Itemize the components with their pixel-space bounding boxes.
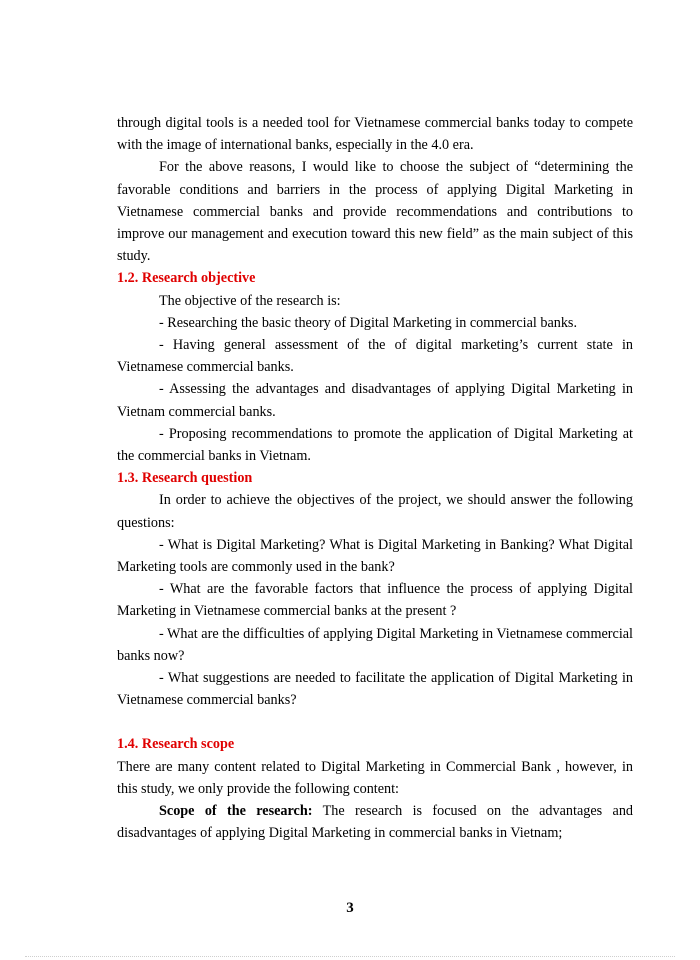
objective-item: - Assessing the advantages and disadvantages of applying Digital Marketing in Vietnam commercial banks. <box>117 381 633 420</box>
body-text <box>117 112 633 845</box>
question-item: - What is Digital Marketing? What is Digital Marketing in Banking? What Digital Marketing tools are commonly used in the bank? <box>117 536 633 576</box>
objective-item: - Having general assessment of the of digital marketing’s current state in Vietnamese commercial banks. <box>117 337 633 376</box>
scope-label: Scope of the research: <box>159 803 313 820</box>
objective-item: - Proposing recommendations to promote the application of Digital Marketing at the commercial banks in Vietnam. <box>117 425 633 465</box>
heading-research-objective: 1.2. Research objective <box>117 270 256 287</box>
scope-intro: There are many content related to Digital Marketing in Commercial Bank , however, in this study, we only provide the following content: <box>117 758 633 797</box>
question-item: - What suggestions are needed to facilitate the application of Digital Marketing in Vietnamese commercial banks? <box>117 670 633 709</box>
question-lead: In order to achieve the objectives of the project, we should answer the following questions: <box>117 492 633 531</box>
page-number: 3 <box>346 900 354 916</box>
intro-paragraph-1: through digital tools is a needed tool for Vietnamese commercial banks today to compete with the image of international banks, especially in the 4.0 era. <box>117 115 633 154</box>
heading-research-scope: 1.4. Research scope <box>117 736 235 753</box>
page-bottom-divider <box>25 956 675 957</box>
question-item: - What are the difficulties of applying Digital Marketing in Vietnamese commercial banks now? <box>117 625 633 664</box>
intro-paragraph-2: For the above reasons, I would like to choose the subject of “determining the favorable conditions and barriers in the process of applying Digital Marketing in Vietnamese commercial banks and provide recommendations and contributions to improve our management and execution toward this new field” as the main subject of this study. <box>117 159 633 265</box>
objective-item: - Researching the basic theory of Digital Marketing in commercial banks. <box>159 314 578 331</box>
objective-lead: The objective of the research is: <box>159 292 341 309</box>
heading-research-question: 1.3. Research question <box>117 470 253 487</box>
section-spacer <box>117 711 633 733</box>
question-item: - What are the favorable factors that influence the process of applying Digital Marketing in Vietnamese commercial banks at the present ? <box>117 581 633 620</box>
scope-paragraph <box>117 800 633 844</box>
scope-text: The research is focused on the advantages and disadvantages of applying Digital Marketing in commercial banks in Vietnam; <box>117 803 634 842</box>
